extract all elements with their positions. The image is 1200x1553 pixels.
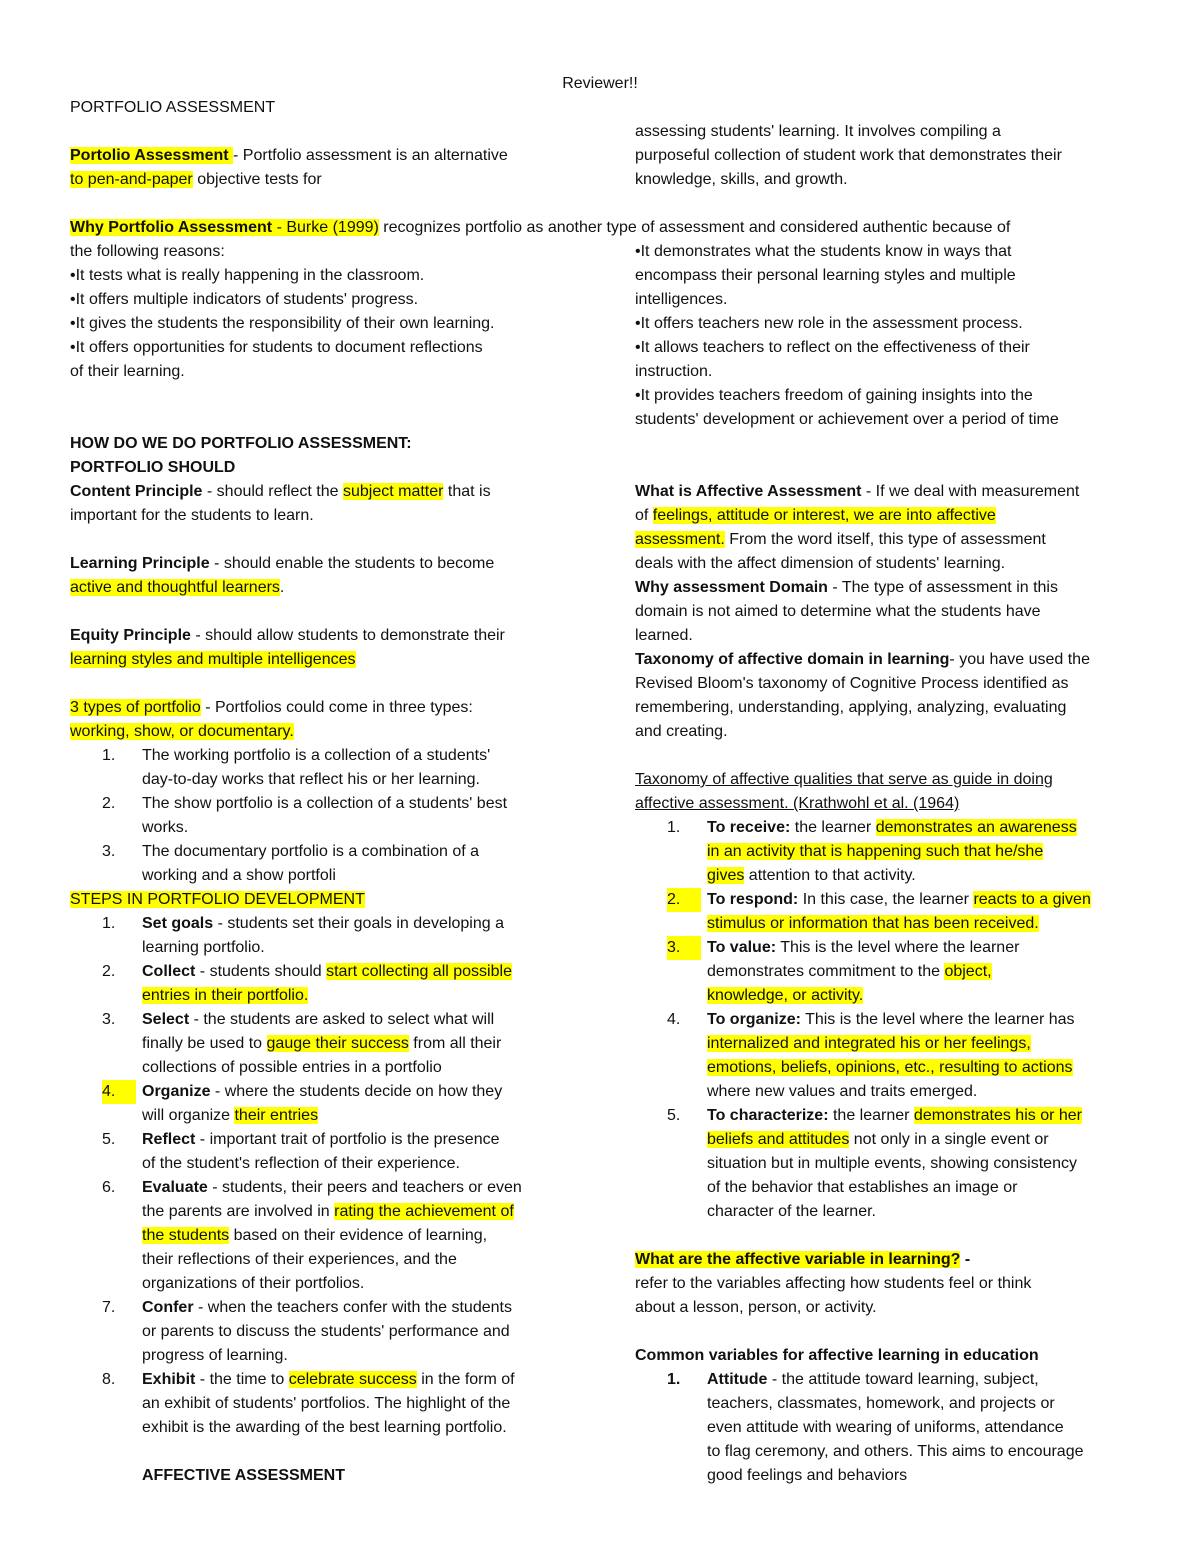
step-exhibit [70,1368,570,1440]
step-highlight: the students [142,1227,230,1244]
level-text: the learner [790,819,876,836]
intro-left [70,144,570,192]
level-text: This is the level where the learner [776,939,1020,956]
level-text: situation but in multiple events, showing consistency [707,1155,1077,1172]
step-term: Exhibit [142,1371,196,1388]
intro-right-line: assessing students' learning. It involves compiling a [635,123,1001,140]
what-affective-term: What is Affective Assessment [635,483,862,500]
what-affective-text: of [635,507,653,524]
list-text: working and a show portfoli [142,867,336,884]
list-item [70,744,570,792]
step-term: Collect [142,963,196,980]
step-text: - where the students decide on how they [210,1083,503,1100]
why-dash: - [276,219,287,236]
variable-text: teachers, classmates, homework, and projects or [707,1395,1055,1412]
doc-heading: PORTFOLIO ASSESSMENT [70,99,276,116]
step-highlight: entries in their portfolio. [142,987,309,1004]
intro-highlight: to pen-and-paper [70,171,193,188]
reason-line: the following reasons: [70,243,225,260]
step-term: Confer [142,1299,194,1316]
step-text: in the form of [416,1371,515,1388]
step-highlight: celebrate success [288,1371,417,1388]
equity-principle-term: Equity Principle [70,627,191,644]
right-column [635,480,1135,1488]
step-text: exhibit is the awarding of the best learning portfolio. [142,1419,507,1436]
list-text: The show portfolio is a collection of a students' best [142,795,508,812]
level-highlight: object, [944,963,992,980]
variable-text: - the attitude toward learning, subject, [767,1371,1039,1388]
what-affective-text: - If we deal with measurement [861,483,1080,500]
step-text: - when the teachers confer with the students [193,1299,512,1316]
level-term: To respond: [707,891,799,908]
level-respond [635,888,1135,936]
step-text: or parents to discuss the students' performance and [142,1323,510,1340]
level-text: not only in a single event or [849,1131,1049,1148]
affective-variable-question: What are the affective variable in learning? [635,1251,961,1268]
reason-line: intelligences. [635,291,728,308]
step-evaluate [70,1176,570,1296]
step-text: learning portfolio. [142,939,265,956]
assessment-domain-text: learned. [635,627,693,644]
step-text: their reflections of their experiences, and the [142,1251,457,1268]
list-number: 4. [102,1080,136,1104]
equity-principle-text: - should allow students to demonstrate their [190,627,505,644]
types-of-portfolio-term: 3 types of portfolio [70,699,201,716]
level-value [635,936,1135,1008]
list-number: 8. [102,1371,116,1388]
variable-text: good feelings and behaviors [707,1467,908,1484]
step-text: of the student's reflection of their experience. [142,1155,460,1172]
step-text: finally be used to [142,1035,267,1052]
learning-principle-text: . [279,579,285,596]
reason-line: •It offers multiple indicators of students' progress. [70,291,419,308]
variable-term: Attitude [707,1371,768,1388]
step-text: - students set their goals in developing a [213,915,504,932]
level-text: character of the learner. [707,1203,876,1220]
step-text: an exhibit of students' portfolios. The highlight of the [142,1395,511,1412]
left-column [70,432,570,1488]
list-number: 1. [102,915,116,932]
step-text: - the students are asked to select what will [189,1011,495,1028]
taxonomy-term: Taxonomy of affective domain in learning [635,651,950,668]
list-number: 1. [667,1371,681,1388]
reason-line: •It tests what is really happening in the classroom. [70,267,425,284]
reason-line: •It offers teachers new role in the assessment process. [635,315,1023,332]
level-text: the learner [828,1107,914,1124]
step-organize [70,1080,570,1128]
list-text: day-to-day works that reflect his or her learning. [142,771,480,788]
content-principle-text: important for the students to learn. [70,507,314,524]
portfolio-types-list [70,744,570,888]
list-number: 7. [102,1299,116,1316]
intro-right [635,120,1135,192]
level-text: In this case, the learner [798,891,974,908]
level-text: of the behavior that establishes an image or [707,1179,1018,1196]
variable-attitude [635,1368,1135,1488]
step-reflect [70,1128,570,1176]
level-text: where new values and traits emerged. [707,1083,978,1100]
steps-list [70,912,570,1440]
level-term: To receive: [707,819,791,836]
equity-principle-highlight: learning styles and multiple intelligences [70,651,356,668]
list-item [70,792,570,840]
step-text: - students should [195,963,327,980]
affective-assessment-heading: AFFECTIVE ASSESSMENT [142,1467,345,1484]
learning-principle-term: Learning Principle [70,555,210,572]
list-number: 3. [102,843,116,860]
step-text: - the time to [195,1371,289,1388]
what-affective-highlight: feelings, attitude or interest, we are into affective [652,507,996,524]
reason-line: •It allows teachers to reflect on the effectiveness of their [635,339,1030,356]
step-text: progress of learning. [142,1347,288,1364]
level-highlight: stimulus or information that has been received. [707,915,1039,932]
step-text: based on their evidence of learning, [229,1227,488,1244]
affective-qualities-heading: Taxonomy of affective qualities that serve as guide in doing [635,771,1053,788]
portfolio-assessment-term: Portolio Assessment [70,147,234,164]
why-reasons-left [70,240,570,384]
level-highlight: beliefs and attitudes [707,1131,850,1148]
what-affective-text: deals with the affect dimension of students' learning. [635,555,1006,572]
level-term: To organize: [707,1011,801,1028]
step-term: Organize [142,1083,211,1100]
taxonomy-text: and creating. [635,723,728,740]
list-number: 1. [102,747,116,764]
reason-line: •It provides teachers freedom of gaining insights into the [635,387,1033,404]
list-text: The working portfolio is a collection of a students' [142,747,491,764]
list-number: 5. [667,1107,681,1124]
step-highlight: start collecting all possible [326,963,512,980]
list-text: The documentary portfolio is a combination of a [142,843,480,860]
reason-line: of their learning. [70,363,185,380]
intro-right-line: knowledge, skills, and growth. [635,171,848,188]
affective-variable-text: refer to the variables affecting how students feel or think [635,1275,1032,1292]
level-highlight: emotions, beliefs, opinions, etc., resulting to actions [707,1059,1073,1076]
content-principle-text: - should reflect the [202,483,343,500]
variable-text: even attitude with wearing of uniforms, attendance [707,1419,1064,1436]
why-portfolio-line [70,216,1160,240]
intro-right-line: purposeful collection of student work that demonstrates their [635,147,1062,164]
reason-line: students' development or achievement over a period of time [635,411,1059,428]
list-text: works. [142,819,189,836]
step-highlight: gauge their success [266,1035,409,1052]
common-variables-list [635,1368,1135,1488]
level-term: To characterize: [707,1107,829,1124]
learning-principle-highlight: active and thoughtful learners [70,579,280,596]
learning-principle-text: - should enable the students to become [209,555,495,572]
step-text: - students, their peers and teachers or even [207,1179,522,1196]
level-organize [635,1008,1135,1104]
intro-def-a: - Portfolio assessment is an alternative [233,147,508,164]
affective-qualities-heading: affective assessment. (Krathwohl et al. (1964) [635,795,960,812]
step-text: organizations of their portfolios. [142,1275,365,1292]
taxonomy-text: remembering, understanding, applying, analyzing, evaluating [635,699,1067,716]
reason-line: instruction. [635,363,713,380]
list-number: 3. [102,1011,116,1028]
intro-def-c: objective tests for [192,171,322,188]
content-principle-term: Content Principle [70,483,203,500]
what-affective-text: From the word itself, this type of assessment [724,531,1046,548]
why-reasons-right [635,240,1135,432]
level-term: To value: [707,939,777,956]
types-highlight: working, show, or documentary. [70,723,294,740]
step-term: Set goals [142,915,214,932]
assessment-domain-text: domain is not aimed to determine what the students have [635,603,1041,620]
level-highlight: reacts to a given [973,891,1091,908]
page-title: Reviewer!! [562,75,638,92]
level-text: demonstrates commitment to the [707,963,945,980]
steps-heading: STEPS IN PORTFOLIO DEVELOPMENT [70,891,365,908]
step-select [70,1008,570,1080]
list-number: 6. [102,1179,116,1196]
level-characterize [635,1104,1135,1224]
assessment-domain-term: Why assessment Domain [635,579,828,596]
level-text: This is the level where the learner has [800,1011,1075,1028]
list-number: 5. [102,1131,116,1148]
assessment-domain-text: - The type of assessment in this [827,579,1058,596]
level-highlight: internalized and integrated his or her feelings, [707,1035,1031,1052]
step-term: Evaluate [142,1179,208,1196]
step-text: will organize [142,1107,235,1124]
types-text: - Portfolios could come in three types: [200,699,473,716]
step-text: - important trait of portfolio is the presence [195,1131,500,1148]
content-principle-highlight: subject matter [342,483,444,500]
step-text: the parents are involved in [142,1203,335,1220]
level-text: attention to that activity. [744,867,916,884]
burke-citation: Burke (1999) [286,219,379,236]
step-term: Reflect [142,1131,196,1148]
step-set-goals [70,912,570,960]
list-number: 2. [667,888,701,912]
level-highlight: demonstrates an awareness [875,819,1077,836]
list-number: 2. [102,795,116,812]
list-number: 3. [667,936,701,960]
step-text: collections of possible entries in a portfolio [142,1059,442,1076]
affective-variable-dash: - [960,1251,971,1268]
list-number: 2. [102,963,116,980]
step-collect [70,960,570,1008]
reason-line: •It gives the students the responsibility of their own learning. [70,315,495,332]
step-term: Select [142,1011,190,1028]
why-text: recognizes portfolio as another type of assessment and considered authentic because of [378,219,1011,236]
what-affective-highlight: assessment. [635,531,725,548]
affective-levels-list [635,816,1135,1224]
step-highlight: their entries [234,1107,319,1124]
level-highlight: demonstrates his or her [913,1107,1082,1124]
list-number: 1. [667,819,681,836]
portfolio-should-heading: PORTFOLIO SHOULD [70,459,236,476]
reason-line: •It offers opportunities for students to document reflections [70,339,483,356]
taxonomy-text: - you have used the [949,651,1090,668]
list-number: 4. [667,1011,681,1028]
common-variables-heading: Common variables for affective learning in education [635,1347,1039,1364]
list-item [70,840,570,888]
how-heading: HOW DO WE DO PORTFOLIO ASSESSMENT: [70,435,412,452]
level-receive [635,816,1135,888]
affective-variable-text: about a lesson, person, or activity. [635,1299,877,1316]
step-text: from all their [408,1035,502,1052]
why-term: Why Portfolio Assessment [70,219,277,236]
level-highlight: knowledge, or activity. [707,987,864,1004]
taxonomy-text: Revised Bloom's taxonomy of Cognitive Process identified as [635,675,1069,692]
level-highlight: in an activity that is happening such that he/she [707,843,1044,860]
reason-line: •It demonstrates what the students know in ways that [635,243,1012,260]
step-highlight: rating the achievement of [334,1203,514,1220]
reason-line: encompass their personal learning styles and multiple [635,267,1016,284]
variable-text: to flag ceremony, and others. This aims to encourage [707,1443,1084,1460]
content-principle-text: that is [443,483,491,500]
step-confer [70,1296,570,1368]
level-highlight: gives [707,867,745,884]
